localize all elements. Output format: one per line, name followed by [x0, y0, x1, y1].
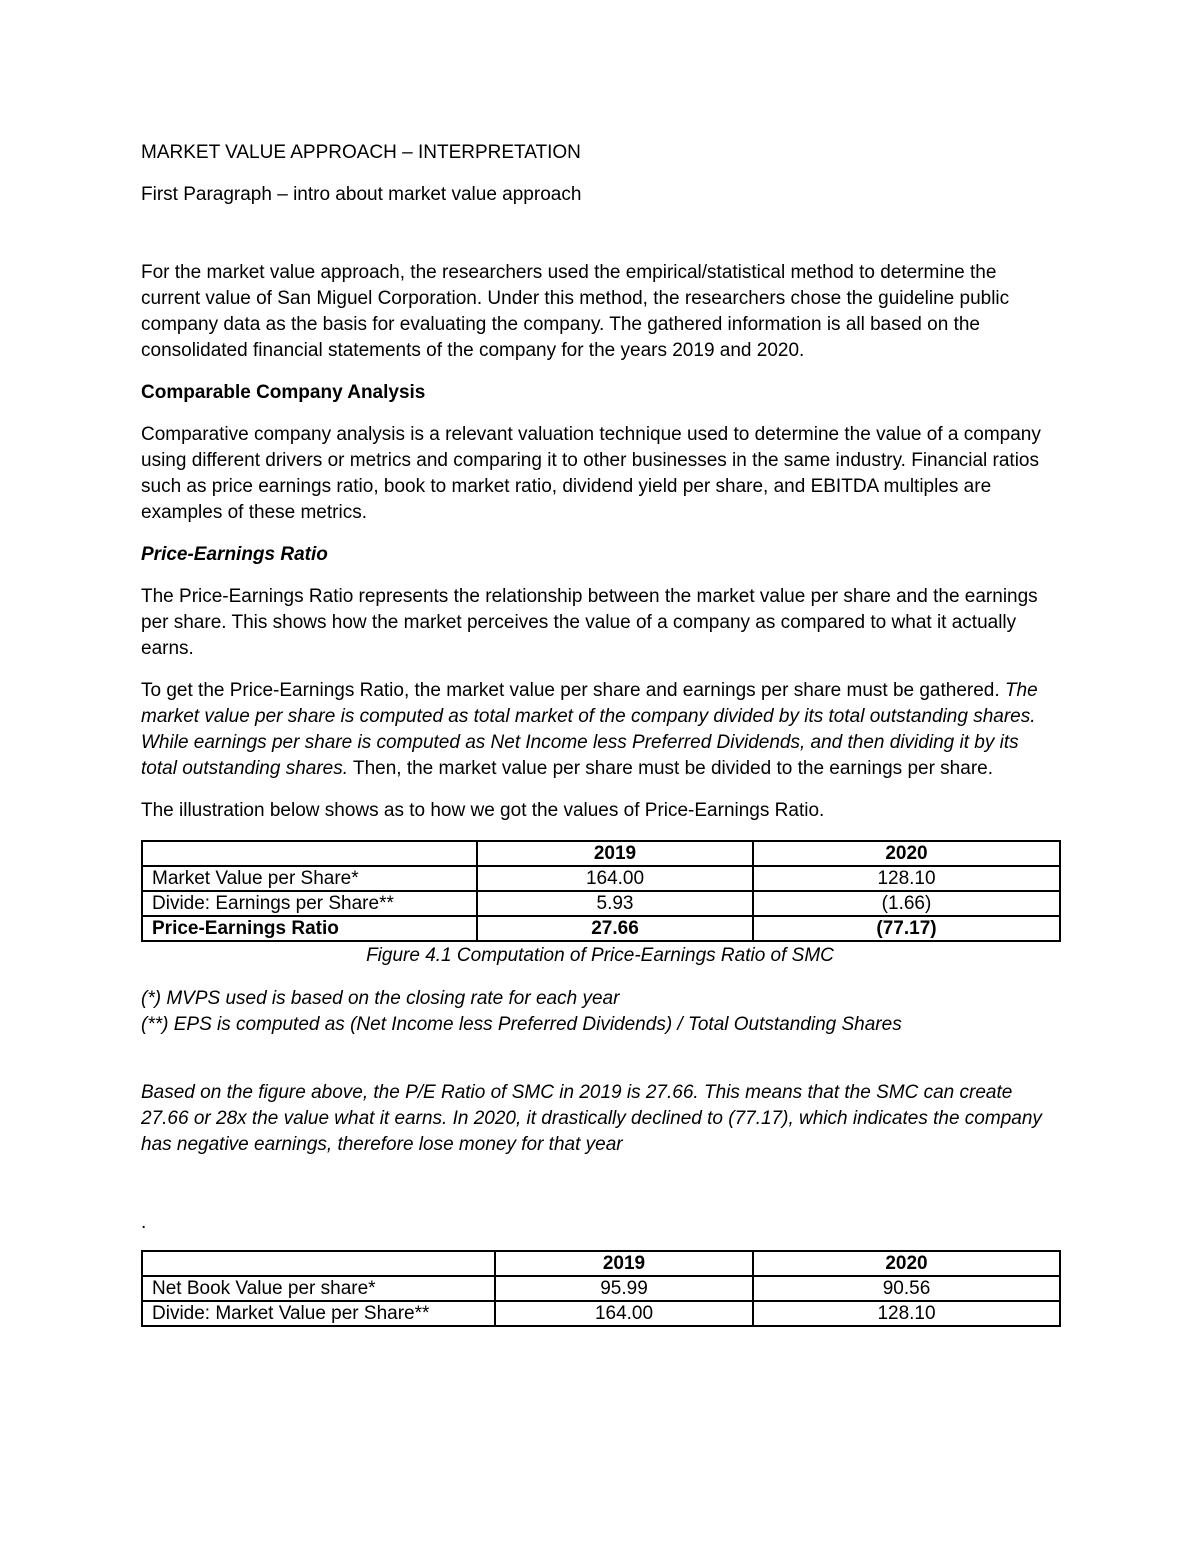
per-paragraph-2 [141, 678, 1059, 782]
table-header-row [142, 841, 1060, 866]
table-header-cell: 2020 [753, 1251, 1060, 1276]
table-cell: 90.56 [753, 1276, 1060, 1301]
table-cell: Net Book Value per share* [142, 1276, 495, 1301]
table-row [142, 1301, 1060, 1326]
pe-ratio-table [141, 840, 1061, 942]
figure-caption: Figure 4.1 Computation of Price-Earnings Ratio of SMC [366, 945, 834, 966]
table-row [142, 891, 1060, 916]
table-cell: Divide: Market Value per Share** [142, 1301, 495, 1326]
table-header-cell: 2020 [753, 841, 1060, 866]
table-cell: 164.00 [495, 1301, 753, 1326]
intro-paragraph: For the market value approach, the researchers used the empirical/statistical method to determine the current value of San Miguel Corporation. Under this method, the researchers chose the guideline public company data as the basis for evaluating the company. The gathered information is all based on the consolidated financial statements of the company for the years 2019 and 2020. [141, 262, 1010, 361]
table-cell: (77.17) [753, 916, 1060, 941]
per-paragraph-1: The Price-Earnings Ratio represents the relationship between the market value per share and the earnings per share. This shows how the market perceives the value of a company as compared to what it actually earns. [141, 586, 1038, 659]
table-cell: 128.10 [753, 866, 1060, 891]
table-cell: 164.00 [477, 866, 753, 891]
per-paragraph-2-italic: The market value per share is computed as total market of the company divided by its total outstanding shares. While earnings per share is computed as Net Income less Preferred Dividends, and then dividing it by its total outstanding shares. [141, 680, 1038, 779]
per-paragraph-2-start: To get the Price-Earnings Ratio, the market value per share and earnings per share must be gathered. [141, 680, 1005, 701]
table-header-cell [142, 841, 477, 866]
table-cell: 27.66 [477, 916, 753, 941]
table-cell: (1.66) [753, 891, 1060, 916]
table-cell: Divide: Earnings per Share** [142, 891, 477, 916]
book-to-market-table [141, 1250, 1061, 1327]
table-row [142, 916, 1060, 941]
table-cell: 5.93 [477, 891, 753, 916]
table-row [142, 866, 1060, 891]
table-header-row [142, 1251, 1060, 1276]
cca-paragraph: Comparative company analysis is a relevant valuation technique used to determine the value of a company using different drivers or metrics and comparing it to other businesses in the same industry. Financial ratios such as price earnings ratio, book to market ratio, dividend yield per share, and EBITDA multiples are examples of these metrics. [141, 424, 1041, 523]
per-heading: Price-Earnings Ratio [141, 544, 328, 565]
stray-dot: . [141, 1212, 147, 1233]
table-cell: 128.10 [753, 1301, 1060, 1326]
document-page [141, 140, 1059, 1327]
footnote-2: (**) EPS is computed as (Net Income less Preferred Dividends) / Total Outstanding Shares [141, 1014, 902, 1035]
cca-heading: Comparable Company Analysis [141, 382, 426, 403]
footnote-1: (*) MVPS used is based on the closing rate for each year [141, 988, 620, 1009]
document-heading: MARKET VALUE APPROACH – INTERPRETATION [141, 142, 581, 163]
document-subheading: First Paragraph – intro about market value approach [141, 184, 582, 205]
illustration-text: The illustration below shows as to how we got the values of Price-Earnings Ratio. [141, 800, 825, 821]
table-cell: 95.99 [495, 1276, 753, 1301]
per-paragraph-2-end: Then, the market value per share must be divided to the earnings per share. [348, 758, 993, 779]
table-header-cell: 2019 [495, 1251, 753, 1276]
table-row [142, 1276, 1060, 1301]
table-cell: Price-Earnings Ratio [142, 916, 477, 941]
table-cell: Market Value per Share* [142, 866, 477, 891]
table-header-cell: 2019 [477, 841, 753, 866]
footnotes [141, 986, 1059, 1038]
interpretation-paragraph: Based on the figure above, the P/E Ratio of SMC in 2019 is 27.66. This means that the SMC can create 27.66 or 28x the value what it earns. In 2020, it drastically declined to (77.17), which indicates the company has negative earnings, therefore lose money for that year [141, 1082, 1042, 1155]
table-header-cell [142, 1251, 495, 1276]
